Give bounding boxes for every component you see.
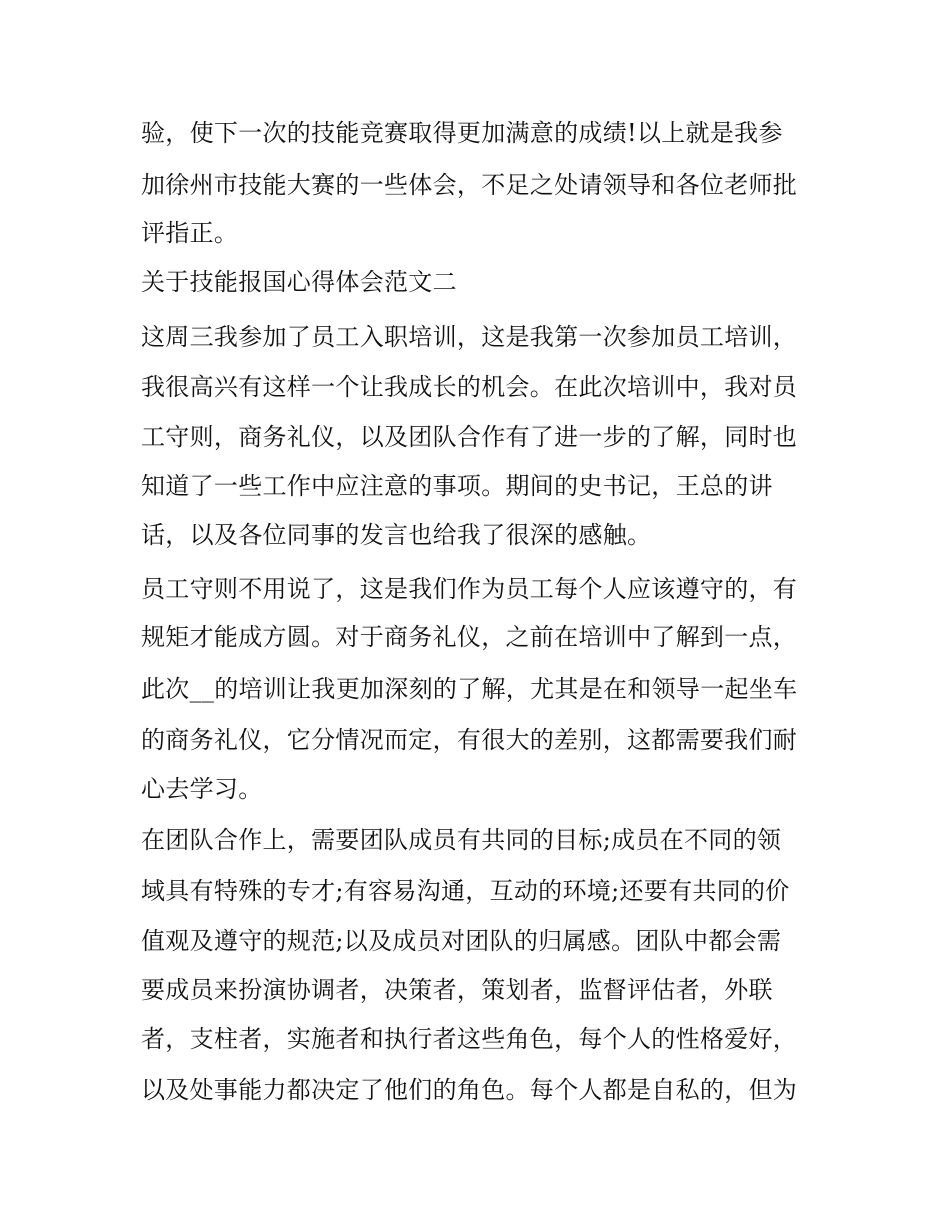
text-line: 此次__的培训让我更加深刻的了解，尤其是在和领导一起坐车 (141, 675, 798, 703)
text-line: 在团队合作上，需要团队成员有共同的目标;成员在不同的领 (141, 826, 782, 854)
text-line: 加徐州市技能大赛的一些体会，不足之处请领导和各位老师批 (141, 171, 798, 199)
text-line: 者，支柱者，实施者和执行者这些角色，每个人的性格爱好， (141, 1025, 798, 1053)
text-line: 值观及遵守的规范;以及成员对团队的归属感。团队中都会需 (141, 927, 782, 955)
text-line: 知道了一些工作中应注意的事项。期间的史书记，王总的讲 (141, 472, 773, 500)
section-heading: 关于技能报国心得体会范文二 (141, 268, 457, 296)
text-line: 工守则，商务礼仪，以及团队合作有了进一步的了解，同时也 (141, 423, 798, 451)
text-line: 这周三我参加了员工入职培训，这是我第一次参加员工培训， (141, 323, 798, 351)
text-line: 心去学习。 (141, 775, 263, 803)
text-line: 评指正。 (141, 219, 239, 247)
text-line: 要成员来扮演协调者，决策者，策划者，监督评估者，外联 (141, 976, 773, 1004)
text-line: 话，以及各位同事的发言也给我了很深的感触。 (141, 521, 652, 549)
text-line: 的商务礼仪，它分情况而定，有很大的差别，这都需要我们耐 (141, 726, 798, 754)
text-line: 我很高兴有这样一个让我成长的机会。在此次培训中，我对员 (141, 373, 798, 401)
text-line: 域具有特殊的专才;有容易沟通，互动的环境;还要有共同的价 (141, 877, 790, 905)
text-line: 员工守则不用说了，这是我们作为员工每个人应该遵守的，有 (141, 575, 798, 603)
text-line: 以及处事能力都决定了他们的角色。每个人都是自私的，但为 (141, 1076, 798, 1104)
text-line: 规矩才能成方圆。对于商务礼仪，之前在培训中了解到一点， (141, 623, 798, 651)
text-line: 验，使下一次的技能竞赛取得更加满意的成绩!以上就是我参 (141, 119, 783, 147)
